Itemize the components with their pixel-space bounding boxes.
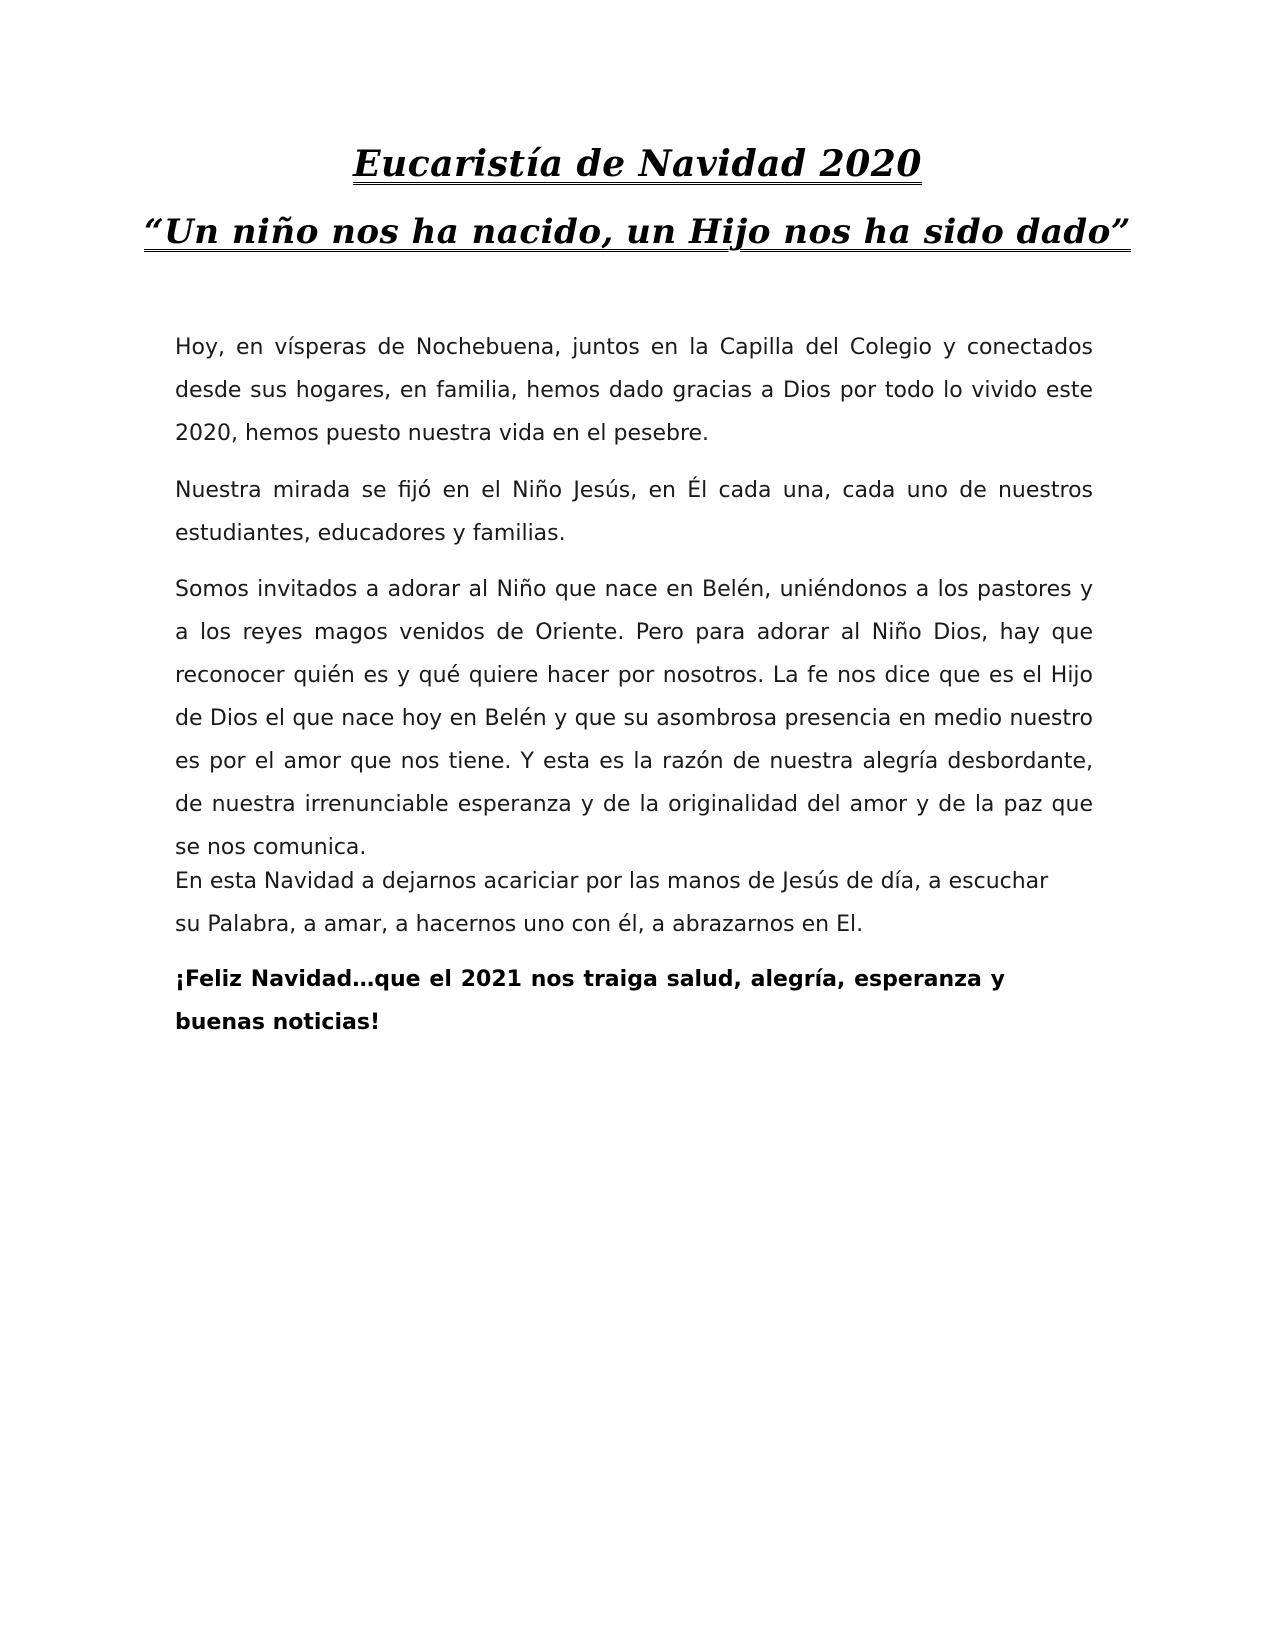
closing-greeting: ¡Feliz Navidad…que el 2021 nos traiga salud, alegría, esperanza y buenas noticias! [175, 967, 1005, 1035]
document-subtitle: “Un niño nos ha nacido, un Hijo nos ha sido dado” [144, 212, 1131, 252]
document-title: Eucaristía de Navidad 2020 [353, 143, 922, 185]
paragraph-nochebuena: Hoy, en vísperas de Nochebuena, juntos en la Capilla del Colegio y conectados desde sus hogares, en familia, hemos dado gracias a Dios por todo lo vivido este 2020, hemos puesto nuestra vida en el pesebre. [175, 335, 1093, 446]
paragraph-mirada: Nuestra mirada se fijó en el Niño Jesús, en Él cada una, cada uno de nuestros estudiantes, educadores y familias. [175, 478, 1093, 546]
paragraph-adorar: Somos invitados a adorar al Niño que nace en Belén, uniéndonos a los pastores y a los reyes magos venidos de Oriente. Pero para adorar al Niño Dios, hay que reconocer quién es y qué quiere hacer por nosotros. La fe nos dice que es el Hijo de Dios el que nace hoy en Belén y que su asombrosa presencia en medio nuestro es por el amor que nos tiene. Y esta es la razón de nuestra alegría desbordante, de nuestra irrenunciable esperanza y de la originalidad del amor y de la paz que se nos comunica. [175, 577, 1093, 860]
paragraph-navidad: En esta Navidad a dejarnos acariciar por las manos de Jesús de día, a escuchar su Palabra, a amar, a hacernos uno con él, a abrazarnos en El. [175, 869, 1049, 937]
